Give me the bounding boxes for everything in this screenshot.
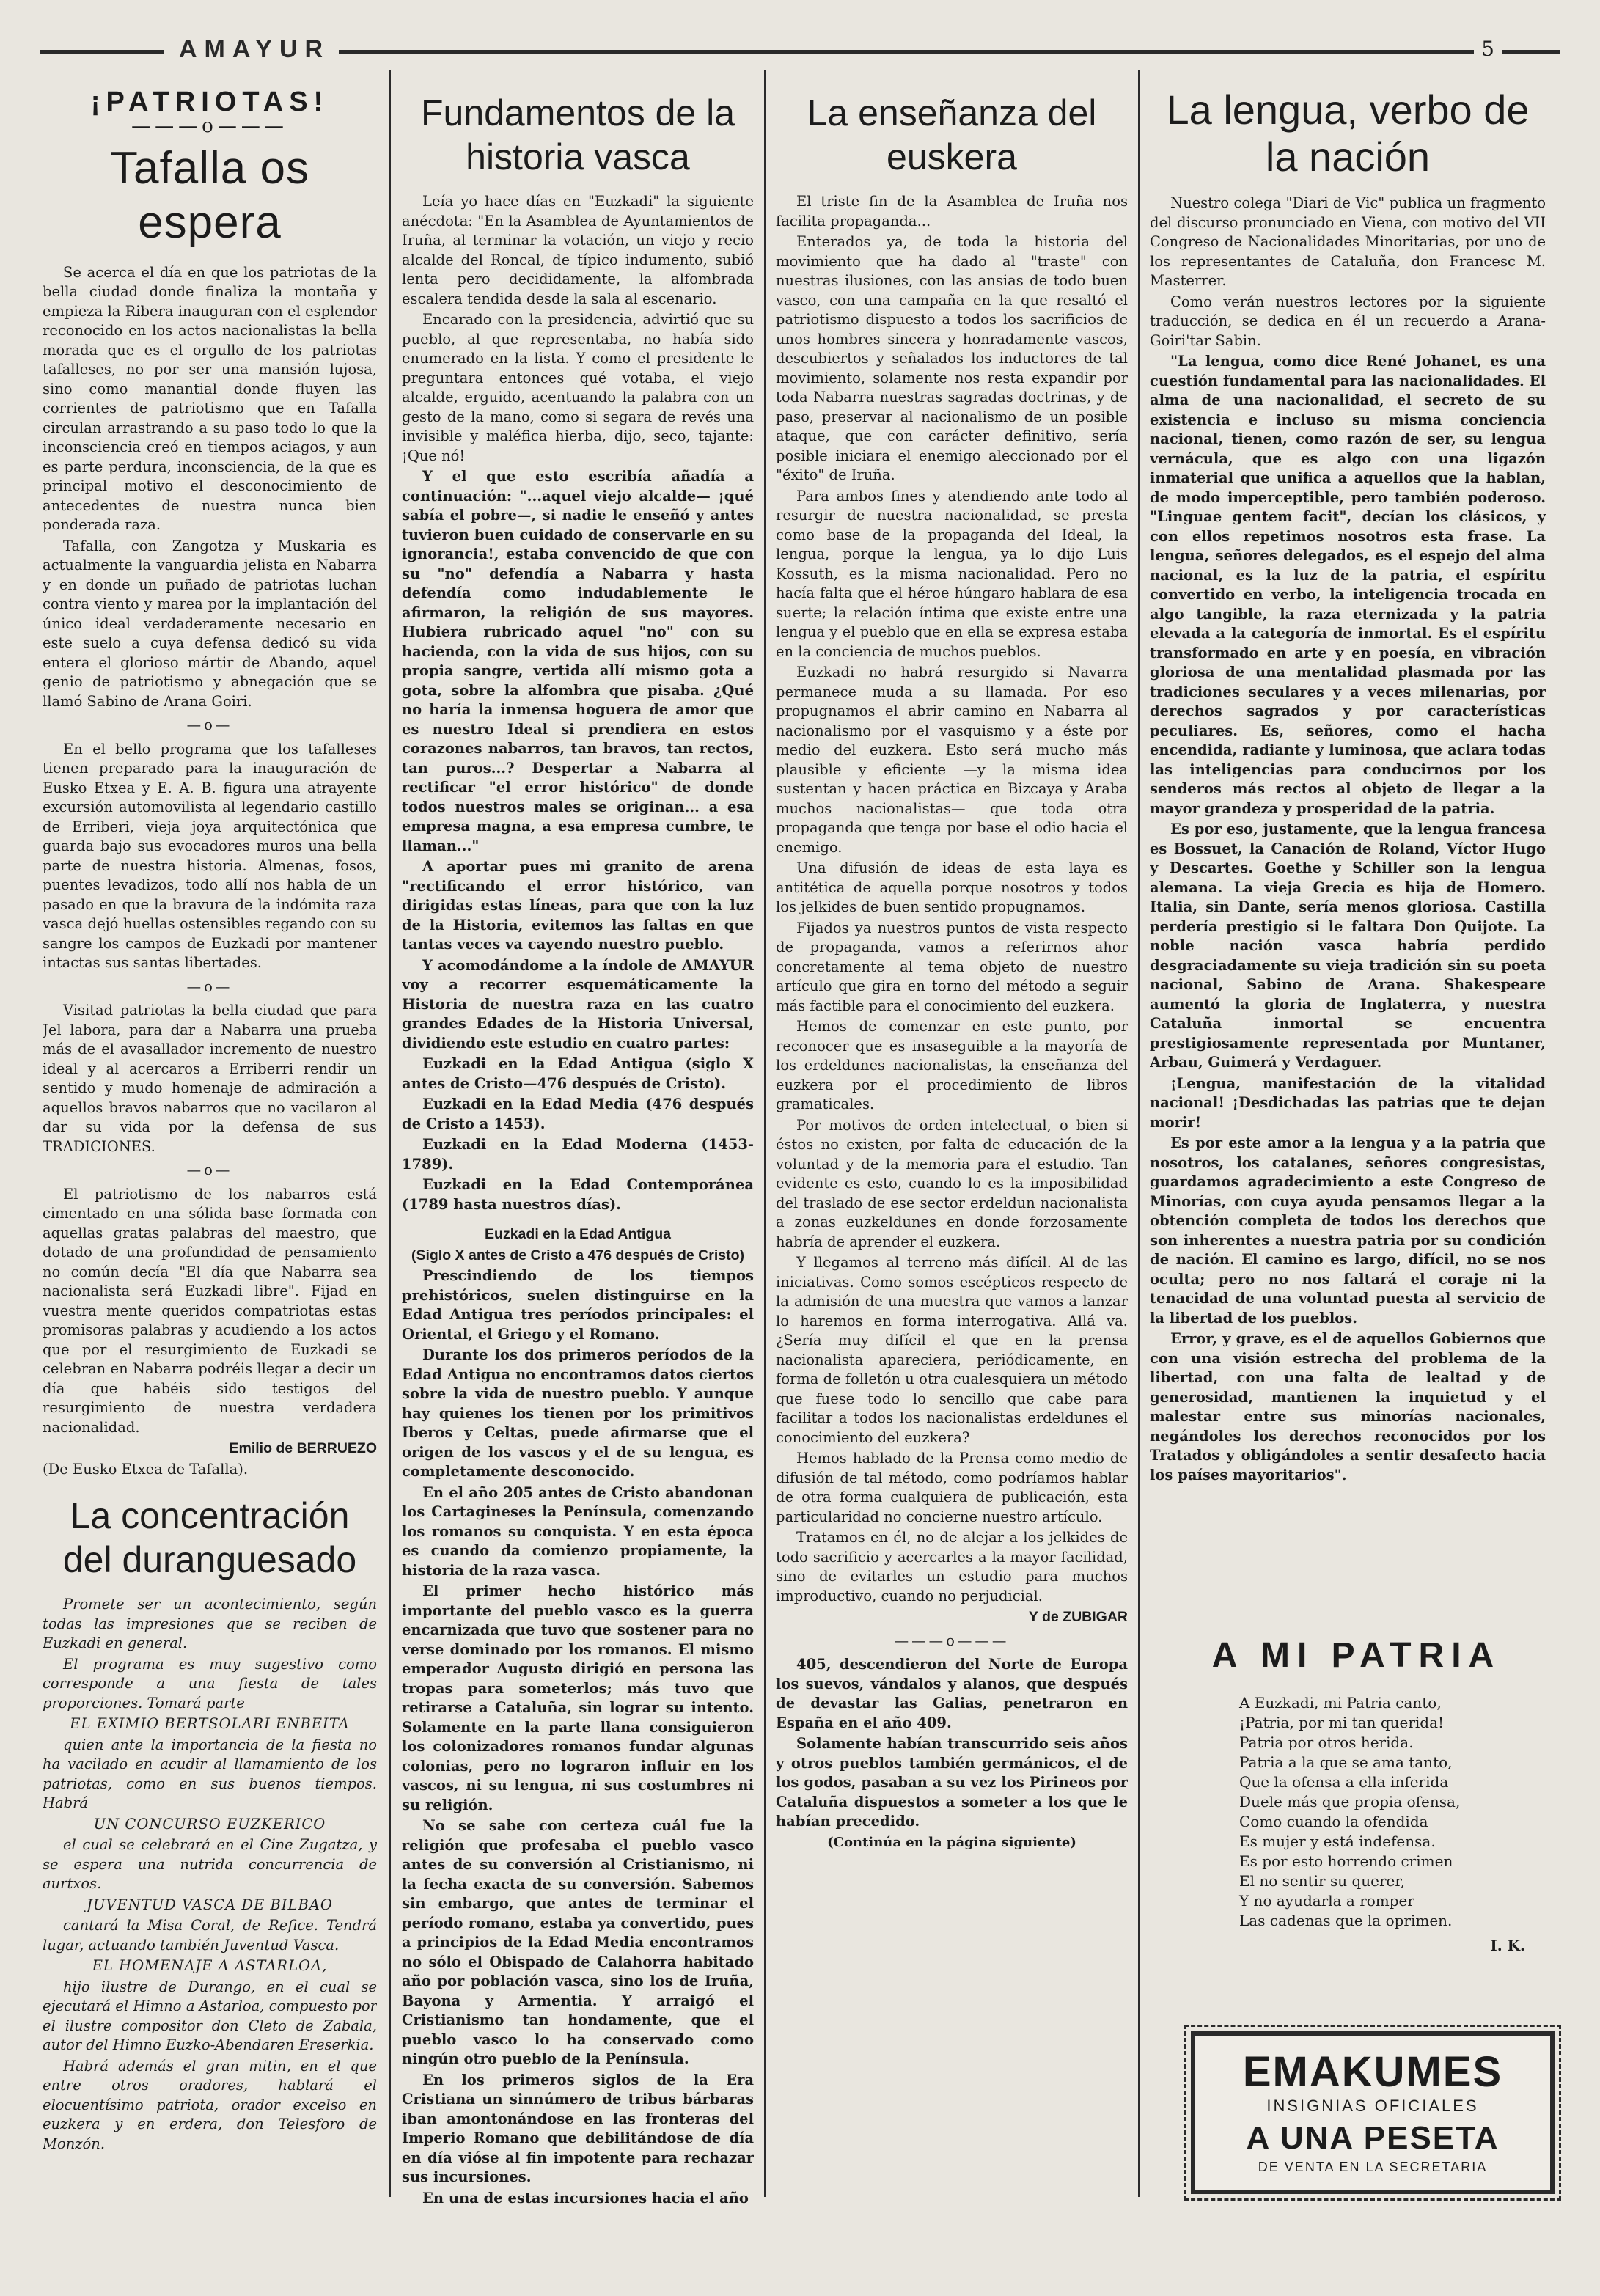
section-subhead-dates: (Siglo X antes de Cristo a 476 después de Cristo)	[411, 1247, 745, 1263]
verse-line: Patria a la que se ama tanto,	[1239, 1753, 1453, 1771]
article-paragraph: cantará la Misa Coral, de Refice. Tendrá lugar, actuando también Juventud Vasca.	[43, 1917, 377, 1954]
article-paragraph: No se sabe con certeza cuál fue la religión que profesaba el pueblo vasco antes de su conversión al Cristianismo, ni la fecha exacta de su conversión. Sabemos sin embargo, que antes de terminar el período romano, estaba ya convertido, pues a principios de la Edad Media encontramos no sólo el Obispado de Calahorra habitado año por población vasca, sino los de Iruña, Bayona y Armentia. Y arraigó el Cristianismo tan hondamente, que el pueblo vasco lo ha conservado como ningún otro pueblo de la Península.	[402, 1817, 754, 2067]
article-paragraph: En el año 205 antes de Cristo abandonan los Cartagineses la Península, comenzando los romanos su conquista. Y en esta época es cuando da comienzo propiamente, la historia de la raza vasca.	[402, 1483, 754, 1579]
article-paragraph: Promete ser un acontecimiento, según todas las impresiones que se reciben de Euzkadi en general.	[43, 1596, 377, 1651]
article-paragraph: El programa es muy sugestivo como corresponde a una fiesta de tales proporciones. Tomará parte	[43, 1655, 377, 1712]
poem-title: A MI PATRIA	[1211, 1636, 1502, 1675]
column-divider-3	[1138, 70, 1140, 2197]
article-paragraph: En el bello programa que los tafalleses tienen preparado para la inauguración de Eusko Etxea y E. A. B. figura una atrayente excursión automovilista al legendario castillo de Erriberi, vieja joya arquitectónica que guarda bajo sus evocadores muros una bella parte de nuestra historia. Almenas, fosos, puentes levadizos, todo allí nos habla de un pasado en que la bravura de la indómita raza vasca dejó huellas ostensibles regando con su sangre los campos de Euzkadi por mantener intactas sus santas libertades.	[43, 740, 377, 971]
verse-line: El no sentir su querer,	[1239, 1872, 1406, 1890]
page-header	[40, 35, 1560, 67]
headline-tafalla: Tafalla os espera	[110, 142, 309, 248]
outline-item: Euzkadi en la Edad Moderna (1453-1789).	[402, 1136, 754, 1173]
headline-fundamentos: Fundamentos de la historia vasca	[420, 92, 735, 177]
outline-item: Euzkadi en la Edad Contemporánea (1789 hasta nuestros días).	[402, 1176, 754, 1213]
column-2	[402, 70, 754, 2241]
article-paragraph: Fijados ya nuestros puntos de vista respecto de propaganda, vamos a referirnos ahor concretamente al tema objeto de nuestro artículo que gira en torno del método a seguir más factible para el conocimiento del euzkera.	[776, 919, 1128, 1014]
article-paragraph: Tafalla, con Zangotza y Muskaria es actualmente la vanguardia jelista en Nabarra y en donde un puñado de patriotas luchan contra viento y marea por la implantación del único ideal verdaderamente necesario en este suelo a cuya defensa dedicó su vida entera el glorioso mártir de Abando, aquel genio de patriotismo y abnegación que se llamó Sabino de Arana Goiri.	[43, 537, 377, 710]
verse-line: Que la ofensa a ella inferida	[1239, 1773, 1449, 1791]
article-paragraph: Y el que esto escribía añadía a continuación: "...aquel viejo alcalde— ¡qué sabía el pobre—, si nadie le enseñó y antes tuvieron buen cuidado de conservarle en su ignorancia!, estaba convencido de que con su "no" defendía a Nabarra y hasta defendía como indudablemente le afirmaron, la religión de sus mayores. Hubiera rubricado aquel "no" con su hacienda, con la vida de sus hijos, con su propia sangre, vertida allí mismo gota a gota, sobre la alfombra que pisaba. ¿Qué no haría la inmensa hoguera de amor que es nuestro Ideal si prendiera en estos corazones nabarros, tan bravos, tan rectos, tan puros...? Despertar a Nabarra al rectificar "el error histórico" de donde todos nuestros males se originan... a esa empresa magna, a esa empresa cumbre, te llaman..."	[402, 468, 754, 854]
column-3	[776, 70, 1128, 2241]
article-paragraph: El primer hecho histórico más importante del pueblo vasco es la guerra encarnizada que tuvo que sostener para no verse dominado por los romanos. El mismo emperador Augusto dirigió en persona las tropas para someterlos; más tuvo que retirarse a Cataluña, sin lograr su intento. Solamente en la parte llana consiguieron los colonizadores romanos fundar algunas colonias, pero no lograron influir en los vascos, ni su lengua, ni sus costumbres ni su religión.	[402, 1582, 754, 1813]
page-number: 5	[1474, 37, 1502, 61]
program-item: EL EXIMIO BERTSOLARI ENBEITA	[70, 1715, 350, 1732]
article-paragraph: Error, y grave, es el de aquellos Gobiernos que con una visión estrecha del problema de la libertad, con una falta de lealtad y de generosidad, mantienen la inquietud y el malestar entre sus minorías nacionales, negándoles los derechos reconocidos por los Tratados y obligándoles a sentir desafecto hacia los países mayoritarios".	[1150, 1330, 1546, 1483]
verse-line: Y no ayudarla a romper	[1239, 1892, 1414, 1910]
header-rule-right	[1502, 50, 1560, 54]
signature: Emilio de BERRUEZO	[229, 1440, 377, 1456]
section-subhead: Euzkadi en la Edad Antigua	[485, 1226, 671, 1242]
article-paragraph: Y llegamos al terreno más difícil. Al de las iniciativas. Como somos escépticos respecto de la admisión de una muestra que vamos a lanzar lo haremos en forma interrogativa. Allá va. ¿Sería muy difícil el que en la prensa nacionalista apareciera, periódicamente, en forma de folletón u otra cualesquiera un método que fuese todo lo sencillo que cabe para facilitar a todos los nacionalistas erdeldunes el conocimiento del euzkera?	[776, 1254, 1128, 1446]
masthead: AMAYUR	[170, 35, 339, 64]
verse-line: Patria por otros herida.	[1239, 1734, 1414, 1751]
verse-line: Como cuando la ofendida	[1239, 1813, 1428, 1830]
article-paragraph: Y acomodándome a la índole de AMAYUR voy a recorrer esquemáticamente la Historia de nuestra raza en las cuatro grandes Edades de la Historia Universal, dividiendo este estudio en cuatro partes:	[402, 956, 754, 1052]
continued-notice: (Continúa en la página siguiente)	[827, 1834, 1076, 1850]
article-paragraph: Solamente habían transcurrido seis años y otros pueblos también germánicos, el de los godos, pasaban a su vez los Pirineos por Cataluña dispuestos a someter a los que le habían precedido.	[776, 1735, 1128, 1830]
ornament-divider: —o—	[186, 716, 233, 733]
article-paragraph: Enterados ya, de toda la historia del movimiento que ha dado al "traste" con nuestras ilusiones, con las ansias de todo buen vasco, con una campaña en la que resaltó el patriotismo dispuesto a todos los sacrificios de unos hombres sincera y honradamente vascos, descubiertos y señalados los inductores de tal movimiento, solamente nos resta expandir por toda Nabarra nuestras sagradas doctrinas, y de paso, preservar al nacionalismo de un posible ataque, que con carácter definitivo, sería posible iniciara el enemigo aleccionado por el "éxito" de Iruña.	[776, 233, 1128, 483]
article-paragraph: Se acerca el día en que los patriotas de la bella ciudad donde finaliza la montaña y empieza la Ribera inauguran con el esplendor reconocido en los actos nacionalistas la bella morada que es el orgullo de los patriotas tafalleses, no por ser una mansión lujosa, sino como manantial donde fluyen las corrientes de patriotismo que en Tafalla circulan arrastrando a su paso todo lo que la inconsciencia creó en tiempos aciagos, y aun es parte perdura, inconsciencia, de la que es principal motivo el desconocimiento de antecedentes de nuestra nunca bien ponderada raza.	[43, 263, 377, 533]
poem-initials: I. K.	[1490, 1937, 1525, 1954]
verse-line: A Euzkadi, mi Patria canto,	[1239, 1694, 1442, 1712]
article-paragraph: ¡Lengua, manifestación de la vitalidad nacional! ¡Desdichadas las patrias que te dejan morir!	[1150, 1074, 1546, 1131]
article-paragraph: Visitad patriotas la bella ciudad que para Jel labora, para dar a Nabarra una prueba más de el avasallador incremento de nuestro ideal y al acercaros a Erriberri rendir un sentido y mudo homenaje de admiración a aquellos bravos nabarros que no vacilaron al dar su vida por la defensa de sus TRADICIONES.	[43, 1002, 377, 1155]
article-paragraph: Durante los dos primeros períodos de la Edad Antigua no encontramos datos ciertos sobre la vida de nuestro pueblo. Y aunque hay quienes los tienen por los primitivos Iberos y Celtas, puede afirmarse que el origen de los vascos y el de su lengua, es completamente desconocido.	[402, 1346, 754, 1480]
ornament-divider: —o—	[186, 978, 233, 995]
ornament-divider: ———o———	[894, 1632, 1010, 1649]
ornament-divider: ———o———	[131, 114, 288, 137]
verse-line: ¡Patria, por mi tan querida!	[1239, 1714, 1445, 1731]
article-paragraph: Por motivos de orden intelectual, o bien si éstos no existen, por falta de educación de la voluntad y de la memoria para el estudio. Tan evidente es esto, cuando lo es la imposibilidad del traslado de ese sector erdeldun nacionalista a zonas euzkeldunes en donde forzosamente habría de aprender el euzkera.	[776, 1116, 1128, 1250]
verse-line: Es por esto horrendo crimen	[1239, 1852, 1453, 1870]
bold-passage-2	[402, 1266, 754, 2208]
program-item: UN CONCURSO EUZKERICO	[93, 1815, 326, 1833]
signature-affiliation: (De Eusko Etxea de Tafalla).	[43, 1460, 249, 1478]
outline-item: Euzkadi en la Edad Media (476 después de Cristo a 1453).	[402, 1096, 754, 1132]
article-paragraph: Leía yo hace días en "Euzkadi" la siguiente anécdota: "En la Asamblea de Ayuntamientos de Iruña, al terminar la votación, un viejo y recio alcalde del Roncal, de típico indumento, subió lenta pero decididamente, la alfombrada escalera tendida desde la sala al escenario.	[402, 193, 754, 307]
concentracion-body	[43, 1595, 377, 2154]
emakumes-advertisement	[1191, 2031, 1555, 2194]
article-paragraph: Hemos hablado de la Prensa como medio de difusión de tal método, como podríamos hablar de otra forma cualquiera de publicación, esta particularidad no concierne nuestro artículo.	[776, 1450, 1128, 1525]
ad-subtitle: INSIGNIAS OFICIALES	[1266, 2097, 1479, 2115]
verse-line: Duele más que propia ofensa,	[1239, 1793, 1461, 1811]
ad-price: A UNA PESETA	[1246, 2120, 1500, 2156]
bold-passage-continued	[776, 1655, 1128, 1832]
column-1	[43, 70, 377, 2241]
article-paragraph: En los primeros siglos de la Era Cristiana un sinnúmero de tribus bárbaras iban amontonándose en las fronteras del Imperio Romano que debilitándose de día en día vióse al fin impotente para rechazar sus incursiones.	[402, 2071, 754, 2185]
column-divider-1	[389, 70, 391, 2197]
headline-lengua: La lengua, verbo de la nación	[1166, 87, 1530, 180]
article-paragraph: Prescindiendo de los tiempos prehistóricos, suelen distinguirse en la Edad Antigua tres períodos principales: el Oriental, el Griego y el Romano.	[402, 1267, 754, 1343]
article-paragraph: El triste fin de la Asamblea de Iruña nos facilita propaganda...	[776, 193, 1128, 230]
article-paragraph: Tratamos en él, no de alejar a los jelkides de todo sacrificio y acercarles a la mayor facilidad, sino de evitarles un estudio para muchos improductivo, cuando no perjudicial.	[776, 1529, 1128, 1604]
article-paragraph: Una difusión de ideas de esta laya es antitética de aquella porque nosotros y todos los jelkides de buen sentido propugnamos.	[776, 859, 1128, 915]
article-paragraph: "La lengua, como dice René Johanet, es una cuestión fundamental para las nacionalidades. El alma de una nacionalidad, el secreto de su existencia e incluso su misma conciencia nacional, tienen, como razón de ser, su lengua vernácula, que es algo con una ligazón inmaterial que unifica a aquellos que la hablan, de modo imperceptible, pero también poderoso. "Linguae gentem facit", decían los clásicos, y con ellos repetimos nosotros esta frase. La lengua, señores delegados, es el espejo del alma nacional, es la luz de la patria, el espíritu convertido en verbo, la inteligencia trocada en algo tangible, la raza eternizada y la patria elevada a la categoría de inmortal. Es el espíritu transformado en arte y en poesía, en vibración gloriosa de una mentalidad plasmada por las tradiciones seculares y a veces milenarias, por derechos sagrados y por características peculiares. Es, señores, como el hacha encendida, radiante y luminosa, que aclara todas las inteligencias para conducirnos por los senderos más rectos al objeto de llegar a la mayor grandeza y prosperidad de la patria.	[1150, 353, 1546, 817]
article-paragraph: el cual se celebrará en el Cine Zugatza, y se espera una nutrida concurrencia de aurtxos.	[43, 1836, 377, 1892]
article-paragraph: Encarado con la presidencia, advirtió que su pueblo, al que representaba, no había sido enumerado en la lista. Y como el presidente le preguntara entonces qué votaba, el viejo alcalde, erguido, acentuando la palabra con un gesto de la mano, como si segara de revés una invisible y maléfica hierba, dijo, seco, tajante: ¡Que nó!	[402, 311, 754, 464]
header-rule-main	[179, 50, 1487, 54]
article-paragraph: En una de estas incursiones hacia el año	[422, 2189, 749, 2207]
bold-passage-speech	[1150, 352, 1546, 1485]
article-paragraph: Hemos de comenzar en este punto, por reconocer que es insaseguible a la mayoría de los erdeldunes nacionalistas, la enseñanza del euzkera por el procedimiento de libros gramaticales.	[776, 1018, 1128, 1112]
article-paragraph: 405, descendieron del Norte de Europa los suevos, vándalos y alanos, que después de devastar las Galias, penetraron en España en el año 409.	[776, 1656, 1128, 1731]
signature: Y de ZUBIGAR	[1028, 1609, 1128, 1625]
article-paragraph: Euzkadi no habrá resurgido si Navarra permanece muda a su llamada. Por eso propugnamos el abrir camino en Nabarra al nacionalismo por el vasquismo y a éste por medio del euzkera. Esto será mucho más plausible y eficiente —y la misma idea sustentan y hacen práctica en Bizcaya y Araba muchos nacionalistas— que toda otra propaganda que tenga por base el odio hacia el enemigo.	[776, 664, 1128, 856]
verse-line: Es mujer y está indefensa.	[1239, 1833, 1436, 1850]
program-item: EL HOMENAJE A ASTARLOA,	[92, 1957, 328, 1974]
article-paragraph: quien ante la importancia de la fiesta no ha vacilado en acudir al llamamiento de los patriotas, como en sus buenos tiempos. Habrá	[43, 1736, 377, 1811]
headline-ensenanza: La enseñanza del euskera	[807, 92, 1097, 177]
article-paragraph: Es por este amor a la lengua y a la patria que nosotros, los catalanes, señores congresistas, guardamos agradecimiento a este Congreso de Minorías, con cuya ayuda pensamos llegar a la obtención completa de todos los derechos que son inherentes a nuestra patria por su condición de nación. El camino es largo, difícil, no se nos oculta; pero no nos faltará el coraje ni la tenacidad de una voluntad puesta al servicio de la libertad de los pueblos.	[1150, 1134, 1546, 1327]
ornament-divider: —o—	[186, 1162, 233, 1178]
kicker-patriotas: ¡PATRIOTAS!	[90, 87, 329, 117]
ad-note: DE VENTA EN LA SECRETARIA	[1258, 2160, 1488, 2174]
ad-brand: EMAKUMES	[1242, 2048, 1503, 2096]
headline-concentracion: La concentración del duranguesado	[62, 1495, 357, 1580]
article-paragraph: Habrá además el gran mitin, en el que entre otros oradores, hablará el elocuentísimo patriota, orador excelso en euzkera y en erdera, don Telesforo de Monzón.	[43, 2057, 377, 2152]
column-divider-2	[764, 70, 766, 2197]
poem-a-mi-patria	[1173, 1635, 1540, 1958]
article-paragraph: Nuestro colega "Diari de Vic" publica un fragmento del discurso pronunciado en Viena, con motivo del VII Congreso de Nacionalidades Minoritarias, por uno de los representantes de Cataluña, don Francesc M. Masterrer.	[1150, 194, 1546, 289]
program-item: JUVENTUD VASCA DE BILBAO	[87, 1896, 333, 1913]
article-paragraph: hijo ilustre de Durango, en el cual se ejecutará el Himno a Astarloa, compuesto por el ilustre compositor don Cleto de Zabala, autor del Himno Euzko-Abendaren Ereserkia.	[43, 1978, 377, 2053]
article-paragraph: Para ambos fines y atendiendo ante todo al resurgir de nuestra nacionalidad, se presta como base de la propaganda del Ideal, la lengua, porque la lengua, ya lo dijo Luis Kossuth, es la misma nacionalidad. Pero no hacía falta que el héroe húngaro hablara de esa suerte; la relación íntima que existe entre una lengua y el pueblo que en ella se expresa estaba en la conciencia de muchos pueblos.	[776, 487, 1128, 660]
article-paragraph: Como verán nuestros lectores por la siguiente traducción, se dedica en él un recuerdo a Arana-Goiri'tar Sabin.	[1150, 293, 1546, 349]
article-paragraph: Es por eso, justamente, que la lengua francesa es Bossuet, la Canación de Roland, Víctor Hugo y Descartes. Goethe y Schiller son la lengua alemana. La vieja Grecia es hija de Homero. Italia, sin Dante, sería menos gloriosa. Castilla perdería prestigio si le faltara Don Quijote. La noble nación vasca habría perdido desgraciadamente su vieja tradición sin su poeta nacional, Sabino de Arana. Shakespeare aumentó la gloria de Inglaterra, y nuestra Cataluña inmortal se encuentra prestigiosamente representada por Muntaner, Arbau, Guimerá y Verdaguer.	[1150, 821, 1546, 1071]
bold-passage	[402, 467, 754, 1214]
verse-line: Las cadenas que la oprimen.	[1239, 1912, 1453, 1929]
column-4	[1150, 70, 1546, 1603]
outline-item: Euzkadi en la Edad Antigua (siglo X antes de Cristo—476 después de Cristo).	[402, 1055, 754, 1092]
article-paragraph: El patriotismo de los nabarros está cimentado en una sólida base formada con aquellas gratas palabras del maestro, que dotado de una profundidad de pensamiento no común decía "El día que Nabarra sea nacionalista será Euzkadi libre". Fijad en vuestra mente queridos compatriotas estas promisoras palabras y acudiendo a los actos que por el resurgimiento de Euzkadi se celebran en Nabarra podréis llegar a decir un día que habéis sido testigos del resurgimiento de nuestra verdadera nacionalidad.	[43, 1185, 377, 1436]
article-paragraph: A aportar pues mi granito de arena "rectificando el error histórico, van dirigidas estas líneas, para que con la luz de la Historia, evitemos las faltas en que tantas veces va cayendo nuestro pueblo.	[402, 858, 754, 953]
header-rule-left	[40, 50, 164, 54]
